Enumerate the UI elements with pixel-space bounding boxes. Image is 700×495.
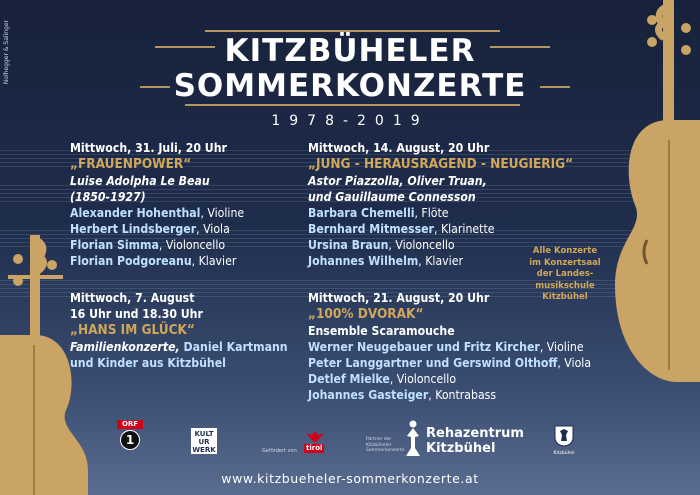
orf-logo-text: ORF	[117, 420, 143, 429]
event-title: „FRAUENPOWER“	[70, 156, 192, 172]
figure-icon	[403, 420, 423, 458]
performer	[308, 371, 608, 387]
kulturwerk-logo: KULT UR WERK	[192, 430, 216, 454]
city-logo-text: Kitzbühel	[553, 451, 575, 456]
venue-note-line: der Landes-	[536, 269, 594, 279]
performer-name: und Kinder aus Kitzbühel	[70, 356, 226, 370]
venue-note	[512, 246, 618, 304]
performer-name: Herbert Lindsberger	[70, 222, 197, 236]
performer	[308, 221, 628, 237]
ensemble-name: Ensemble Scaramouche	[308, 324, 455, 338]
title-rule	[205, 30, 500, 32]
performer-instrument: , Viola	[557, 356, 592, 370]
event-title: „HANS IM GLÜCK“	[70, 322, 195, 338]
performer	[70, 253, 300, 269]
event-date: Mittwoch, 7. August	[70, 291, 195, 305]
performer-instrument: , Flöte	[414, 206, 449, 220]
performer-name: Werner Neugebauer und Fritz Kircher	[308, 340, 540, 354]
performer-instrument: , Violine	[539, 340, 584, 354]
performer-instrument: , Violoncello	[158, 238, 226, 252]
event-hans-im-glueck	[70, 290, 300, 371]
event-100-dvorak	[308, 290, 608, 403]
performer	[308, 387, 608, 403]
performer	[70, 205, 300, 221]
performer	[70, 237, 300, 253]
performer-name: Florian Simma	[70, 238, 159, 252]
tirol-prefix: Gefördert von	[262, 448, 297, 454]
event-time: 16 Uhr und 18.30 Uhr	[70, 307, 203, 321]
event-subtitle: und Gauillaume Connesson	[308, 190, 476, 204]
venue-note-line: Alle Konzerte	[532, 246, 598, 256]
performer-name: Johannes Gasteiger	[308, 388, 429, 402]
performer-instrument: , Violoncello	[388, 238, 455, 252]
performer-instrument: , Kontrabass	[428, 388, 497, 402]
venue-note-line: im Konzertsaal	[529, 257, 601, 268]
performer-name: Detlef Mielke	[308, 372, 390, 386]
performer-name: Florian Podgoreanu	[70, 254, 192, 268]
title-rule	[185, 104, 520, 106]
performer	[308, 205, 628, 221]
performer-name: Bernhard Mitmesser	[308, 222, 434, 236]
photo-credit: Nolhegger & Salinger	[3, 20, 10, 85]
performer-instrument: , Viola	[196, 222, 230, 236]
event-date: Mittwoch, 14. August, 20 Uhr	[308, 141, 490, 155]
performer-name: Daniel Kartmann	[179, 340, 288, 354]
performer-instrument: , Klavier	[191, 254, 237, 268]
venue-note-line: musikschule	[535, 280, 595, 291]
event-subtitle: Luise Adolpha Le Beau	[70, 174, 210, 188]
performer-instrument: , Violine	[200, 206, 245, 220]
reha-line1: Rehazentrum	[426, 426, 524, 441]
performer-name: Peter Langgartner und Gerswind Olthoff	[308, 356, 558, 370]
orf-logo-number: 1	[120, 430, 140, 450]
performer-name: Johannes Wilhelm	[308, 254, 419, 268]
event-frauenpower	[70, 140, 300, 269]
orf-logo	[117, 420, 143, 450]
eagle-icon	[304, 430, 326, 444]
performer-instrument: , Violoncello	[389, 372, 457, 386]
performer	[308, 339, 608, 355]
performer-instrument: , Klarinette	[433, 222, 495, 236]
performer-name: Ursina Braun	[308, 238, 389, 252]
event-title: „100% DVORAK“	[308, 306, 424, 322]
event-date: Mittwoch, 31. Juli, 20 Uhr	[70, 141, 227, 155]
performer-name: Alexander Hohenthal	[70, 206, 201, 220]
tirol-text: tirol	[306, 444, 323, 452]
event-subtitle: Familienkonzerte,	[70, 340, 180, 354]
page-title-line2: SOMMERKONZERTE	[173, 68, 527, 104]
reha-line2: Kitzbühel	[426, 441, 496, 456]
event-subtitle: Astor Piazzolla, Oliver Truan,	[308, 174, 487, 188]
year-range: 1978-2019	[271, 113, 429, 129]
performer-name: Barbara Chemelli	[308, 206, 415, 220]
rehazentrum-logo	[366, 420, 524, 460]
event-subtitle: (1850-1927)	[70, 190, 146, 204]
performer	[70, 221, 300, 237]
city-crest-icon	[554, 425, 574, 447]
venue-note-line: Kitzbühel	[542, 292, 588, 302]
website-url: www.kitzbueheler-sommerkonzerte.at	[221, 471, 479, 486]
event-date: Mittwoch, 21. August, 20 Uhr	[308, 291, 490, 305]
performer	[308, 355, 608, 371]
page-title-line1: KITZBÜHELER	[224, 33, 476, 69]
kitzbuehel-city-logo	[551, 425, 577, 457]
event-title: „JUNG - HERAUSRAGEND - NEUGIERIG“	[308, 156, 574, 172]
partner-text: Partner der Kitzbüheler Sommerkonzerte	[366, 437, 405, 453]
performer-instrument: , Klavier	[418, 254, 463, 268]
